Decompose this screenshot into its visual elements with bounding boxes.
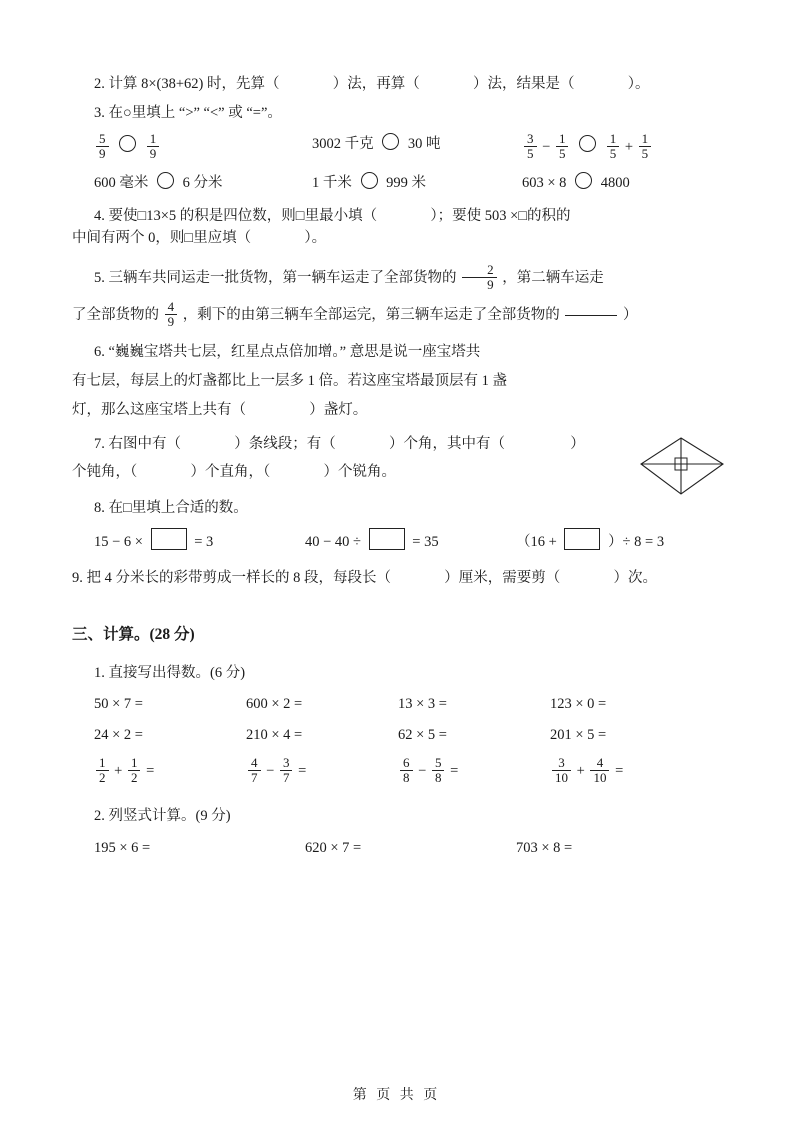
q3-cell-2-3	[522, 172, 722, 195]
question-3-row-1	[72, 130, 727, 162]
q3-text-999m: 999 米	[386, 174, 426, 191]
question-9	[72, 568, 727, 590]
sub2-number: 2.	[94, 808, 105, 825]
section-3-sub-2	[94, 806, 727, 828]
q8-item-1-box[interactable]	[151, 528, 187, 550]
question-7-text-e: 个钝角，（	[72, 464, 138, 481]
question-4-number: 4.	[94, 208, 105, 225]
calc-item-fraction[interactable]	[550, 754, 702, 786]
question-2-number: 2.	[94, 76, 105, 92]
question-5-line-2	[72, 301, 727, 331]
question-8-items	[72, 528, 727, 554]
fraction-5-9: $\frac{5}{9}$	[96, 132, 109, 161]
question-4-text-b: ）；要使 503 ×□的积的	[430, 208, 571, 225]
question-6-text-1: “巍巍宝塔共七层，红星点点倍加增。” 意思是说一座宝塔共	[108, 344, 481, 361]
section-3-sub-1	[94, 663, 727, 685]
fraction-a: $\frac{1}{2}$	[96, 756, 109, 785]
q8-item-2-right: = 35	[412, 533, 439, 550]
q3-cell-1-3	[522, 130, 722, 162]
q3-text-600mm: 600 毫米	[94, 174, 149, 191]
q8-item-2-left: 40 − 40 ÷	[305, 533, 362, 550]
question-9-text-a: 把 4 分米长的彩带剪成一样长的 8 段，每段长（	[86, 569, 391, 586]
worksheet-content	[72, 74, 727, 869]
calc-item-fraction[interactable]	[94, 754, 246, 786]
question-6-text-2: 有七层，每层上的灯盏都比上一层多 1 倍。若这座宝塔最顶层有 1 盏	[72, 373, 507, 390]
q3-text-1km: 1 千米	[312, 174, 352, 191]
q3-cell-1-2	[312, 133, 522, 162]
calc-item[interactable]: 201 × 5 =	[550, 727, 607, 744]
operator: +	[114, 762, 123, 779]
question-9-text-b: ）厘米，需要剪（	[444, 569, 561, 586]
question-4	[72, 206, 727, 250]
sub1-row-3	[94, 754, 727, 786]
calc-item[interactable]: 600 × 2 =	[246, 696, 303, 713]
compare-circle[interactable]	[157, 172, 174, 189]
question-4-text-c: 中间有两个 0，则□里应填（	[72, 230, 252, 247]
fraction-b: $\frac{3}{7}$	[280, 756, 293, 785]
question-2-text-d: ）。	[627, 76, 650, 92]
question-7-text-g: ）个锐角。	[323, 464, 396, 481]
fraction-4-9: $\frac{4}{9}$	[165, 300, 178, 329]
fraction-a: $\frac{6}{8}$	[400, 756, 413, 785]
calc-item[interactable]: 123 × 0 =	[550, 696, 607, 713]
operator: −	[266, 762, 275, 779]
operator: +	[576, 762, 585, 779]
question-7-text-f: ）个直角，（	[190, 464, 271, 481]
sub1-number: 1.	[94, 664, 105, 681]
fraction-a: $\frac{4}{7}$	[248, 756, 261, 785]
q8-item-3-box[interactable]	[564, 528, 600, 550]
q8-item-1-left: 15 − 6 ×	[94, 533, 143, 550]
question-7-line-2	[72, 462, 727, 484]
vertical-calc-item[interactable]: 195 × 6 =	[94, 839, 151, 856]
question-5	[72, 261, 727, 331]
question-6-line-2	[72, 371, 727, 393]
question-7-text-d: ）	[570, 435, 585, 452]
question-4-line-2	[72, 228, 727, 250]
question-2-text-c: ）法，结果是（	[473, 76, 575, 92]
q3-cell-1-1	[94, 130, 312, 162]
compare-circle[interactable]	[579, 135, 596, 152]
compare-circle[interactable]	[361, 172, 378, 189]
question-9-text-c: ）次。	[613, 569, 657, 586]
question-3-number: 3.	[94, 104, 105, 121]
question-5-number: 5.	[94, 269, 105, 286]
fraction-b: $\frac{1}{2}$	[128, 756, 141, 785]
question-2	[72, 74, 727, 96]
question-5-text-b: ，第二辆车运走	[502, 269, 604, 286]
question-6-text-3a: 灯，那么这座宝塔上共有（	[72, 401, 246, 418]
question-9-number: 9.	[72, 569, 83, 586]
section-3-title: 三、计算。(28 分)	[72, 626, 195, 644]
question-6-number: 6.	[94, 344, 105, 361]
q3-text-30t: 30 吨	[407, 135, 441, 152]
question-8-item-2	[305, 528, 516, 554]
calc-item[interactable]: 210 × 4 =	[246, 727, 303, 744]
question-6	[72, 342, 727, 421]
kite-figure-icon	[635, 434, 727, 498]
calc-item-fraction[interactable]	[246, 754, 398, 786]
question-7	[72, 434, 727, 485]
q8-item-2-box[interactable]	[369, 528, 405, 550]
compare-circle[interactable]	[575, 172, 592, 189]
q3-cell-2-1	[94, 172, 312, 195]
question-4-text-a: 要使□13×5 的积是四位数，则□里最小填（	[108, 208, 378, 225]
fraction-3-5: $\frac{3}{5}$	[524, 132, 537, 161]
question-7-line-1	[72, 434, 727, 456]
sub1-label: 直接写出得数。(6 分)	[108, 664, 246, 681]
sub1-row-2	[94, 725, 727, 747]
calc-item[interactable]: 24 × 2 =	[94, 727, 143, 744]
compare-circle[interactable]	[119, 135, 136, 152]
q3-cell-2-2	[312, 172, 522, 195]
question-7-text-a: 右图中有（	[108, 435, 181, 452]
question-5-text-a: 三辆车共同运走一批货物，第一辆车运走了全部货物的	[108, 269, 457, 286]
fraction-a: $\frac{3}{10}$	[552, 756, 571, 785]
fraction-1-9: $\frac{1}{9}$	[147, 132, 160, 161]
fraction-b: $\frac{4}{10}$	[590, 756, 609, 785]
sub1-row-1	[94, 694, 727, 716]
q3-text-3002kg: 3002 千克	[312, 135, 374, 152]
question-6-line-1	[72, 342, 727, 364]
question-7-text-c: ）个角，其中有（	[389, 435, 505, 452]
question-6-line-3	[72, 400, 727, 422]
minus-sign: −	[542, 138, 551, 155]
question-2-text-b: ）法，再算（	[332, 76, 420, 92]
equals: =	[450, 762, 459, 779]
fraction-b: $\frac{5}{8}$	[432, 756, 445, 785]
calc-item[interactable]: 13 × 3 =	[398, 696, 447, 713]
fraction-2-9: $\frac{2}{9}$	[462, 263, 497, 292]
sub2-items	[94, 838, 727, 860]
question-8-item-1	[94, 528, 305, 554]
question-3-text: 在○里填上 “>” “<” 或 “=”。	[108, 104, 282, 121]
vertical-calc-item[interactable]: 703 × 8 =	[516, 839, 573, 856]
question-8-number: 8.	[94, 500, 105, 517]
q8-item-3-right: ）÷ 8 = 3	[608, 533, 665, 550]
question-4-text-d: ）。	[304, 230, 327, 247]
q3-text-4800: 4800	[600, 174, 630, 191]
calc-item[interactable]: 62 × 5 =	[398, 727, 447, 744]
fraction-1-5c: $\frac{1}{5}$	[639, 132, 652, 161]
question-7-text-b: ）条线段；有（	[234, 435, 336, 452]
question-5-text-d: ，剩下的由第三辆车全部运完，第三辆车运走了全部货物的	[182, 307, 560, 323]
question-6-text-3b: ）盏灯。	[309, 401, 368, 418]
question-5-answer-fraction[interactable]	[565, 301, 617, 331]
calc-item[interactable]: 50 × 7 =	[94, 696, 143, 713]
question-3-row-2	[72, 172, 727, 195]
vertical-calc-item[interactable]: 620 × 7 =	[305, 839, 362, 856]
q8-item-3-left: （16 +	[516, 533, 557, 550]
question-8	[72, 498, 727, 520]
equals: =	[615, 762, 624, 779]
question-5-text-c: 了全部货物的	[72, 307, 159, 323]
calc-item-fraction[interactable]	[398, 754, 550, 786]
question-2-text-a: 计算 8×(38+62) 时，先算（	[108, 76, 280, 92]
question-5-line-1	[72, 261, 727, 293]
question-7-number: 7.	[94, 435, 105, 452]
plus-sign: +	[624, 138, 633, 155]
question-8-text: 在□里填上合适的数。	[108, 500, 248, 517]
sub2-label: 列竖式计算。(9 分)	[108, 808, 231, 825]
operator: −	[418, 762, 427, 779]
fraction-1-5b: $\frac{1}{5}$	[607, 132, 620, 161]
question-8-item-3	[516, 528, 727, 554]
q3-text-6dm: 6 分米	[182, 174, 223, 191]
q8-item-1-right: = 3	[194, 533, 214, 550]
equals: =	[146, 762, 155, 779]
question-5-close-paren: ）	[623, 307, 638, 323]
equals: =	[298, 762, 307, 779]
q3-text-603x8: 603 × 8	[522, 174, 567, 191]
fraction-1-5: $\frac{1}{5}$	[556, 132, 569, 161]
question-4-line-1	[72, 206, 727, 228]
compare-circle[interactable]	[382, 133, 399, 150]
question-3	[72, 103, 727, 125]
page-footer: 第 页 共 页	[352, 1088, 441, 1103]
